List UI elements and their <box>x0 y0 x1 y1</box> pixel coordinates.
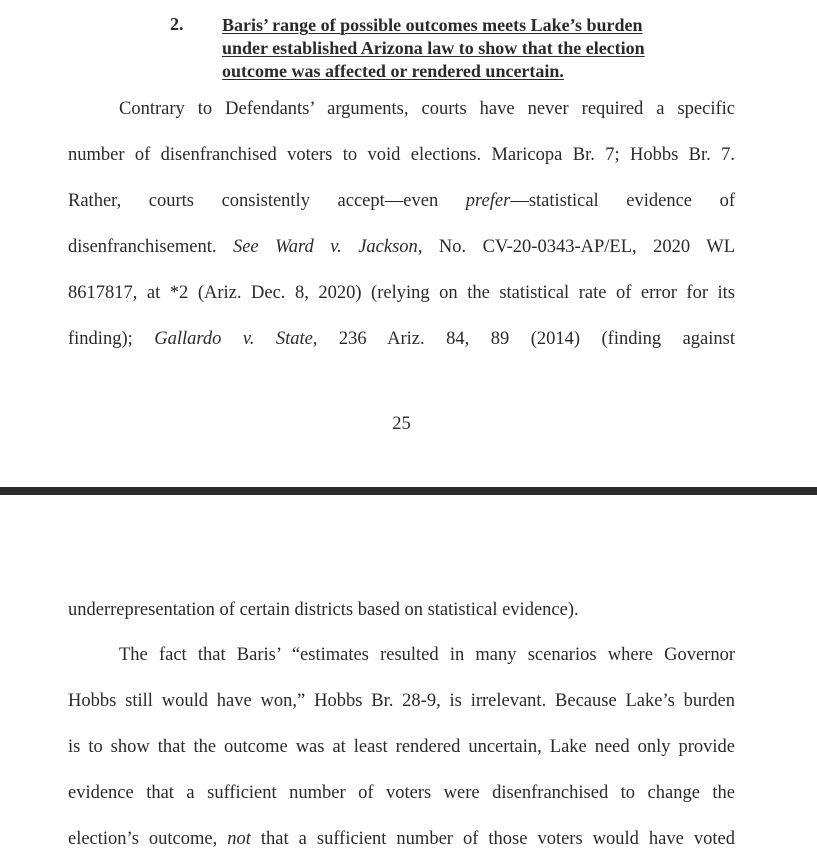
page-number: 25 <box>392 414 411 434</box>
body-line: Hobbs still would have won,” Hobbs Br. 28-9, is irrelevant. Because Lake’s burden <box>68 691 735 711</box>
body-line: Rather, courts consistently accept—even prefer—statistical evidence of <box>68 191 735 211</box>
section-title-line: Baris’ range of possible outcomes meets Lake’s burden <box>222 15 643 35</box>
body-line: finding); Gallardo v. State, 236 Ariz. 84, 89 (2014) (finding against <box>68 329 735 349</box>
body-line: number of disenfranchised voters to void elections. Maricopa Br. 7; Hobbs Br. 7. <box>68 145 735 165</box>
body-line: 8617817, at *2 (Ariz. Dec. 8, 2020) (relying on the statistical rate of error for its <box>68 283 735 303</box>
body-line: Contrary to Defendants’ arguments, courts have never required a specific <box>119 99 735 119</box>
body-line: election’s outcome, not that a sufficient number of those voters would have voted <box>68 829 735 849</box>
section-title-line: outcome was affected or rendered uncertain. <box>222 61 564 81</box>
body-line: underrepresentation of certain districts based on statistical evidence). <box>68 600 579 620</box>
section-number: 2. <box>170 14 184 34</box>
page-divider <box>0 487 817 495</box>
body-line: disenfranchisement. See Ward v. Jackson, No. CV-20-0343-AP/EL, 2020 WL <box>68 237 735 257</box>
body-line: is to show that the outcome was at least rendered uncertain, Lake need only provide <box>68 737 735 757</box>
section-title-line: under established Arizona law to show that the election <box>222 38 645 58</box>
body-line: The fact that Baris’ “estimates resulted in many scenarios where Governor <box>119 645 735 665</box>
section-title <box>222 14 722 83</box>
body-line: evidence that a sufficient number of voters were disenfranchised to change the <box>68 783 735 803</box>
